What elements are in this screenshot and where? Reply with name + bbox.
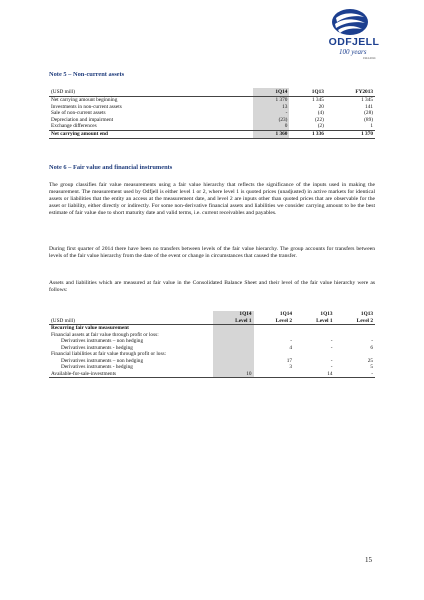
column-header: Level 1 — [294, 317, 335, 325]
non-current-assets-table — [49, 88, 375, 139]
cell: 1 360 — [253, 130, 289, 138]
unit-label: (USD mill) — [49, 88, 253, 97]
column-header: 1Q14 — [253, 88, 289, 97]
cell: 1 370 — [253, 97, 289, 104]
odfjell-wave-icon — [331, 8, 369, 36]
cell: 3 — [289, 364, 292, 370]
cell: - — [330, 338, 333, 344]
odfjell-logo — [315, 8, 393, 64]
cell: 141 — [365, 103, 373, 110]
cell: 1 345 — [361, 97, 373, 103]
cell: 14 — [294, 371, 335, 378]
logo-name: ODFJELL — [328, 36, 380, 48]
row-label: Sale of non-current assets — [51, 110, 106, 116]
column-header: 1Q13 — [320, 311, 333, 317]
cell: 6 — [370, 344, 373, 351]
row-label: Net carrying amount beginning — [51, 97, 118, 103]
row-label: Derivatives instruments – non hedging — [61, 357, 144, 364]
cell — [213, 325, 254, 332]
cell: - — [290, 338, 292, 344]
cell — [294, 325, 335, 332]
cell: 1 — [370, 123, 373, 129]
row-label: Derivatives instruments - hedging — [61, 364, 133, 370]
cell: (4) — [317, 110, 324, 116]
cell — [335, 325, 376, 332]
unit-label: (USD mill) — [49, 317, 213, 325]
fair-value-table — [49, 311, 375, 378]
table-row — [49, 371, 375, 378]
total-row — [49, 130, 375, 138]
cell: - — [330, 344, 333, 351]
cell: (28) — [364, 110, 373, 116]
cell: 10 — [213, 371, 254, 378]
cell: (2) — [317, 123, 324, 129]
row-label: Depreciation and impairment — [51, 116, 114, 123]
cell — [254, 325, 295, 332]
table-row — [49, 325, 375, 332]
cell: - — [253, 110, 289, 117]
cell: (22) — [315, 116, 324, 123]
cell: - — [371, 338, 373, 344]
column-header: 1Q13 — [289, 88, 325, 97]
cell: (89) — [364, 116, 373, 123]
column-header: 1Q13 — [360, 311, 373, 317]
cell: 1 336 — [289, 130, 325, 138]
row-label: Investments in non-current assets — [51, 103, 122, 110]
cell: - — [335, 371, 376, 378]
column-header: Level 2 — [254, 317, 295, 325]
cell: - — [330, 357, 333, 364]
table-header-row — [49, 88, 375, 97]
column-header: FY2013 — [326, 88, 375, 97]
row-label: Exchange differences — [51, 123, 97, 129]
row-label: Recurring fair value measurement — [51, 325, 129, 331]
row-label: Financial assets at fair value through profit or loss: — [51, 331, 159, 338]
row-label: Net carrying amount end — [49, 130, 253, 138]
logo-tagline: 100 years — [339, 48, 367, 56]
paragraph: During first quarter of 2014 there have been no transfers between levels of the fair value hierarchy. The group accounts for transfers between levels of the fair value hierarchy from the date of the event or change in circumstances that caused the transfer. — [49, 246, 375, 260]
column-header: Level 1 — [213, 317, 254, 325]
cell: 0 — [253, 123, 289, 130]
column-header: 1Q14 — [279, 311, 292, 317]
cell: 25 — [367, 357, 373, 364]
cell: 5 — [370, 364, 373, 370]
cell: 13 — [253, 104, 289, 111]
column-header: 1Q14 — [213, 311, 254, 317]
note5-heading: Note 5 – Non-current assets — [49, 71, 125, 78]
cell: 20 — [318, 103, 324, 110]
table-row — [49, 123, 375, 130]
cell: 17 — [286, 357, 292, 364]
cell: (23) — [253, 117, 289, 124]
cell — [254, 371, 295, 378]
row-label: Derivatives instruments – non hedging — [61, 338, 144, 344]
cell: 1 370 — [326, 130, 375, 138]
column-header: Level 2 — [335, 317, 376, 325]
paragraph: The group classifies fair value measurements using a fair value hierarchy that reflects the significance of the inputs used in making the measurement. The measurement used by Odfjell is either level 1 or 2, where level 1 is quoted prices (unadjusted) in active markets for identical assets or liabilities that the entity an access at the measurement date, and level 2 are inputs other than quoted prices that are observable for the asset or liability, either directly or indirectly. For some non-derivative financial assets and liabilities we consider carrying amount to be the best estimate of fair value due to short maturity date and valid terms, i.e. current receivables and payables. — [49, 182, 375, 217]
cell: - — [330, 364, 333, 370]
page-number: 15 — [365, 556, 372, 564]
cell: 1 345 — [311, 97, 324, 103]
note6-heading: Note 6 – Fair value and financial instruments — [49, 164, 173, 171]
table-header-row — [49, 317, 375, 325]
table-row — [49, 97, 375, 104]
paragraph: Assets and liabilities which are measured at fair value in the Consolidated Balance Sheet and their level of the fair value hierarchy were as follows: — [49, 280, 375, 294]
row-label: Available-for-sale-investments — [49, 371, 213, 378]
logo-since: 1914-2014 — [363, 57, 376, 60]
row-label: Derivatives instruments - hedging — [61, 344, 133, 351]
row-label: Financial liabilities at fair value through profit or loss: — [51, 351, 167, 357]
cell: 4 — [289, 344, 292, 351]
